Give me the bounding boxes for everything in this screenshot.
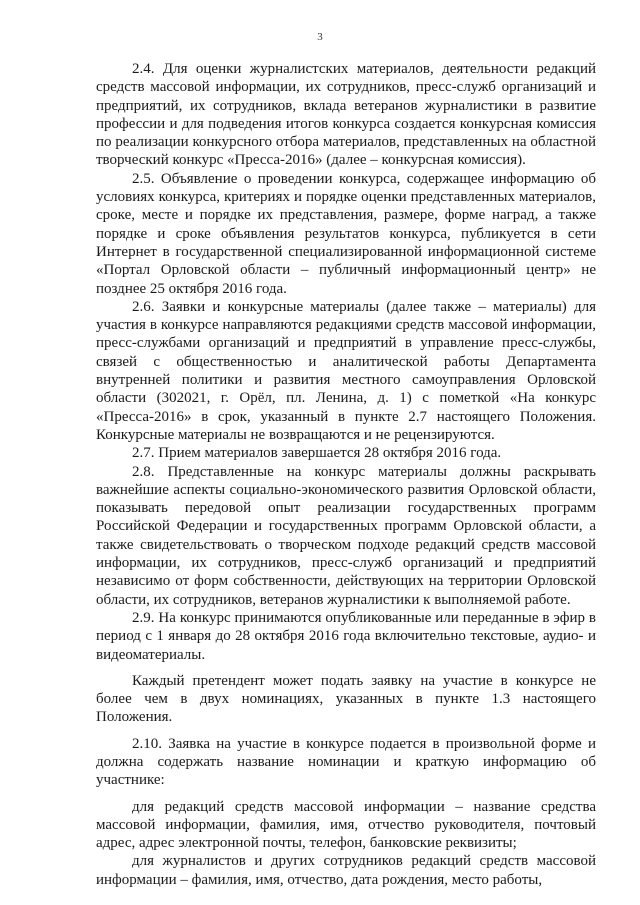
paragraph-2-7: 2.7. Прием материалов завершается 28 октября 2016 года. (132, 445, 502, 462)
paragraph-2-4: 2.4. Для оценки журналистских материалов, деятельности редакций средств массовой информации, их сотрудников, пресс-служб организаций и предприятий, их сотрудников, вклада ветеранов журналистики в развитие профессии и для подведения итогов конкурса создается конкурсная комиссия по реализации конкурсного отбора материалов, представленных на областной творческий конкурс «Пресса-2016» (далее – конкурсная комиссия). (96, 61, 596, 169)
paragraph-media-editorial-info: для редакций средств массовой информации – название средства массовой информации, фамилия, имя, отчество руководителя, почтовый адрес, адрес электронной почты, телефон, банковские реквизиты; (96, 798, 596, 852)
paragraph-nominations-limit: Каждый претендент может подать заявку на участие в конкурсе не более чем в двух номинациях, указанных в пункте 1.3 настоящего Положения. (96, 672, 596, 726)
paragraph-2-8: 2.8. Представленные на конкурс материалы должны раскрывать важнейшие аспекты социально-экономического развития Орловской области, показывать передовой опыт реализации государственных программ Российской Федерации и государственных программ Орловской области, а также свидетельствовать о творческом подходе редакций средств массовой информации, их сотрудников, пресс-служб организаций и предприятий независимо от форм собственности, действующих на территории Орловской области, их сотрудников, ветеранов журналистики к выполняемой работе. (96, 463, 596, 608)
page-number: 3 (317, 31, 323, 43)
document-body (96, 60, 596, 889)
paragraph-2-5: 2.5. Объявление о проведении конкурса, содержащее информацию об условиях конкурса, критериях и порядке оценки представленных материалов, сроке, месте и порядке их представления, размере, форме наград, а также порядке и сроке объявления результатов конкурса, публикуется в сети Интернет в государственной специализированной информационной системе «Портал Орловской области – публичный информационный центр» не позднее 25 октября 2016 года. (96, 170, 596, 297)
paragraph-2-6: 2.6. Заявки и конкурсные материалы (далее также – материалы) для участия в конкурсе направляются редакциями средств массовой информации, пресс-службами организаций и предприятий в управление пресс-службы, связей с общественностью и аналитической работы Департамента внутренней политики и развития местного самоуправления Орловской области (302021, г. Орёл, пл. Ленина, д. 1) с пометкой «На конкурс «Пресса-2016» в срок, указанный в пункте 2.7 настоящего Положения. Конкурсные материалы не возвращаются и не рецензируются. (96, 298, 596, 443)
paragraph-2-10: 2.10. Заявка на участие в конкурсе подается в произвольной форме и должна содержать название номинации и краткую информацию об участнике: (96, 735, 596, 789)
paragraph-journalists-info: для журналистов и других сотрудников редакций средств массовой информации – фамилия, имя, отчество, дата рождения, место работы, (96, 853, 596, 888)
paragraph-2-9: 2.9. На конкурс принимаются опубликованные или переданные в эфир в период с 1 января до 28 октября 2016 года включительно текстовые, аудио- и видеоматериалы. (96, 609, 596, 663)
